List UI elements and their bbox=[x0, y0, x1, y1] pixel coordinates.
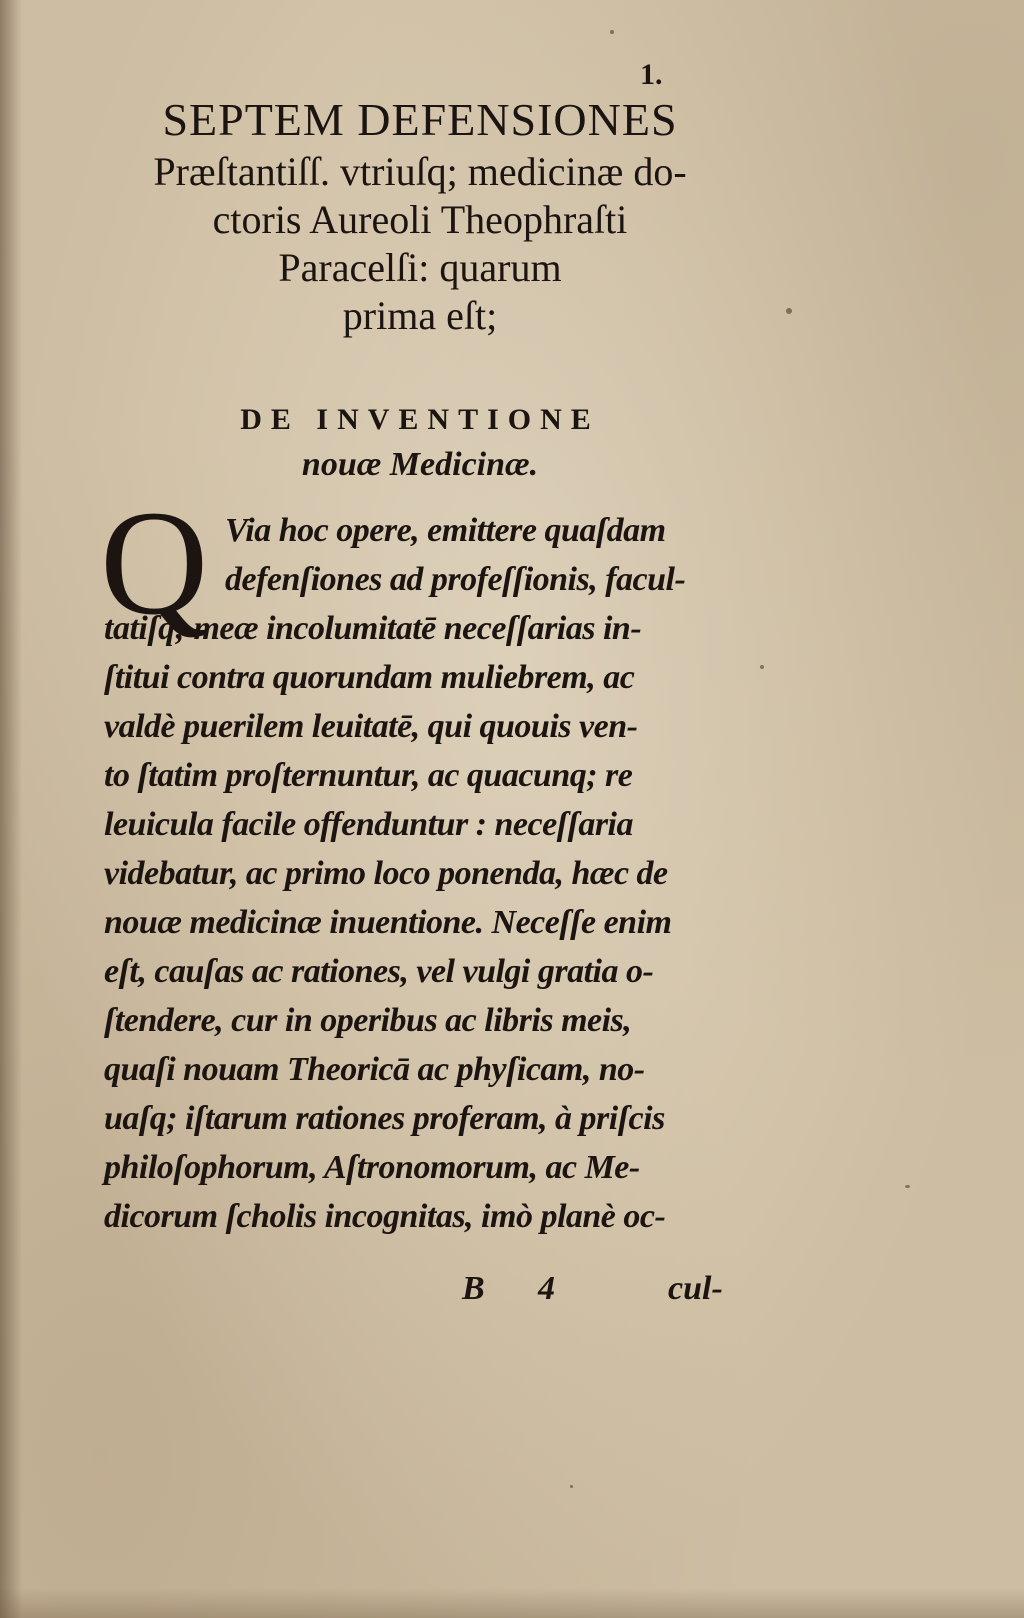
section-heading: DE INVENTIONE bbox=[240, 403, 600, 436]
body-line: ſtendere, cur in operibus ac libris meis, bbox=[104, 1002, 632, 1039]
body-line: dicorum ſcholis incognitas, imò planè oc- bbox=[104, 1198, 666, 1235]
body-line: tatiſq; meæ incolumitatē neceſſarias in- bbox=[104, 610, 642, 647]
title-line-5: prima eſt; bbox=[342, 293, 498, 338]
title-line-4: Paracelſi: quarum bbox=[278, 245, 562, 290]
body-line: ſtitui contra quorundam muliebrem, ac bbox=[104, 659, 635, 696]
signature-mark: B bbox=[462, 1270, 485, 1307]
body-line: philoſophorum, Aſtronomorum, ac Me- bbox=[104, 1149, 640, 1186]
body-line: uaſq; iſtarum rationes proferam, à priſcis bbox=[104, 1100, 665, 1137]
title-line-1: SEPTEM DEFENSIONES bbox=[162, 94, 678, 145]
body-line: valdè puerilem leuitatē, qui quouis ven- bbox=[104, 708, 638, 745]
body-line: quaſi nouam Theoricā ac phyſicam, no- bbox=[104, 1051, 645, 1088]
title-line-2: Præſtantiſſ. vtriuſq; medicinæ do- bbox=[153, 149, 687, 194]
signature-number: 4 bbox=[538, 1270, 555, 1307]
section-subheading: nouæ Medicinæ. bbox=[301, 446, 539, 483]
title-line-3: ctoris Aureoli Theophraſti bbox=[212, 197, 628, 242]
body-line: videbatur, ac primo loco ponenda, hæc de bbox=[104, 855, 668, 892]
body-line: eſt, cauſas ac rationes, vel vulgi gratia o- bbox=[104, 953, 654, 990]
body-line: nouæ medicinæ inuentione. Neceſſe enim bbox=[104, 904, 672, 941]
body-line: leuicula facile offenduntur : neceſſaria bbox=[104, 806, 633, 843]
drop-cap-initial: Q bbox=[100, 480, 209, 646]
catchword: cul- bbox=[668, 1270, 723, 1307]
folio-number: 1. bbox=[640, 58, 663, 91]
body-line: defenſiones ad profeſſionis, facul- bbox=[225, 561, 686, 598]
body-line: to ſtatim proſternuntur, ac quacunq; re bbox=[104, 757, 633, 794]
body-line: Via hoc opere, emittere quaſdam bbox=[225, 512, 666, 549]
